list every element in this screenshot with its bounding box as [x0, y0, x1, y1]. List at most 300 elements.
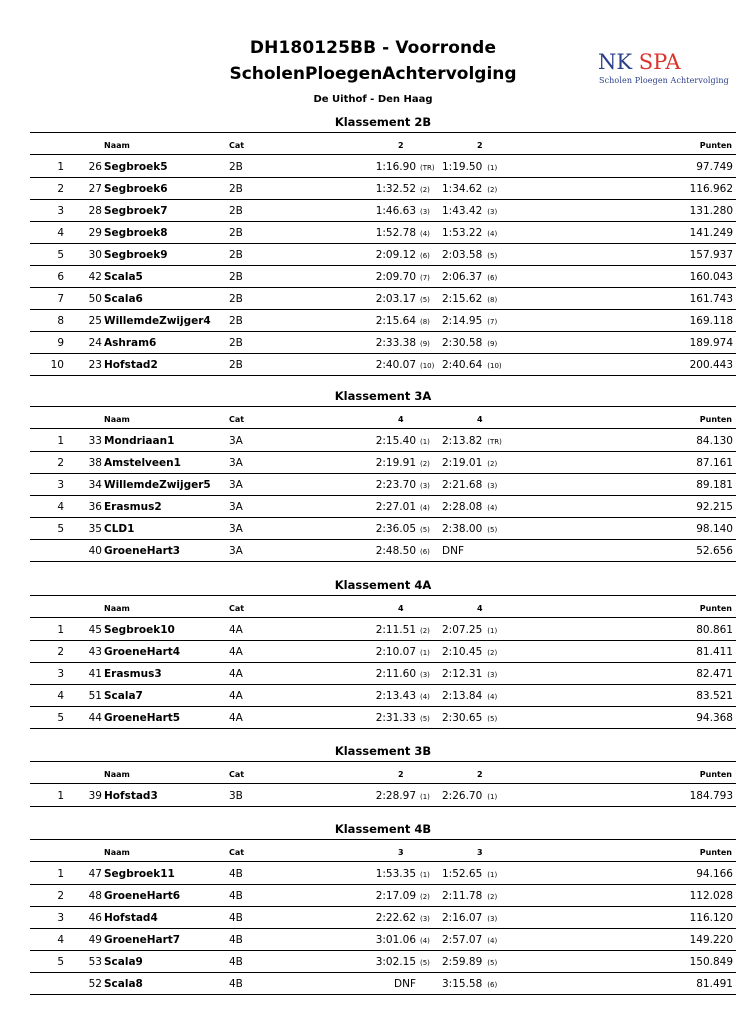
col-cat: Cat	[229, 770, 245, 779]
time2-value: 2:10.45	[442, 646, 483, 658]
col-round1: 2	[398, 770, 404, 779]
time2-value: 2:06.37	[442, 271, 483, 283]
section-title: Klassement 4A	[334, 578, 432, 592]
table-row	[30, 641, 736, 663]
time2-cell	[442, 156, 522, 179]
points-cell: 81.411	[696, 646, 733, 658]
team-name-cell: WillemdeZwijger5	[104, 479, 211, 491]
time2-cell	[442, 685, 522, 708]
time1-place: (5)	[420, 715, 430, 723]
section-divider	[30, 839, 736, 840]
time2-place: (3)	[487, 482, 498, 490]
team-name-cell: Scala7	[104, 690, 143, 702]
time1-value: 1:32.52	[375, 183, 416, 195]
col-punten: Punten	[699, 141, 732, 150]
time2-cell	[442, 907, 522, 930]
time1-value: 2:19.91	[375, 457, 416, 469]
time1-cell	[290, 452, 450, 475]
time2-cell	[442, 288, 522, 311]
time2-place: (1)	[487, 164, 498, 172]
time2-place: (3)	[487, 915, 498, 923]
team-name-cell: Segbroek11	[104, 868, 175, 880]
table-row	[30, 907, 736, 929]
points-cell: 94.166	[696, 868, 733, 880]
time2-place: (TR)	[487, 438, 502, 446]
time2-value: 1:43.42	[442, 205, 483, 217]
section-title: Klassement 3A	[334, 389, 432, 403]
table-row	[30, 619, 736, 641]
team-name-cell: Scala5	[104, 271, 143, 283]
rank-cell: 5	[57, 712, 64, 724]
team-number-cell: 29	[88, 227, 102, 239]
header-divider	[30, 428, 736, 429]
category-cell: 4B	[229, 890, 243, 902]
team-name-cell: Erasmus3	[104, 668, 162, 680]
results-section	[30, 575, 736, 739]
team-number-cell: 42	[88, 271, 102, 283]
rank-cell: 3	[57, 205, 64, 217]
rank-cell: 6	[57, 271, 64, 283]
time2-cell	[442, 707, 522, 730]
table-row	[30, 518, 736, 540]
table-row	[30, 332, 736, 354]
team-name-cell: Hofstad4	[104, 912, 158, 924]
time1-value: 2:10.07	[375, 646, 416, 658]
time2-cell	[442, 929, 522, 952]
col-punten: Punten	[699, 770, 732, 779]
category-cell: 2B	[229, 183, 243, 195]
team-number-cell: 38	[88, 457, 102, 469]
time2-value: 1:52.65	[442, 868, 483, 880]
points-cell: 81.491	[696, 978, 733, 990]
col-cat: Cat	[229, 848, 245, 857]
time2-cell	[442, 641, 522, 664]
time1-place: (6)	[420, 252, 430, 260]
time1-cell	[290, 244, 450, 267]
time2-cell	[442, 619, 522, 642]
nk-spa-logo	[598, 50, 738, 90]
category-cell: 4A	[229, 690, 243, 702]
time1-place: (4)	[420, 693, 430, 701]
team-name-cell: Scala6	[104, 293, 143, 305]
time2-place: (3)	[487, 208, 498, 216]
time2-value: 2:26.70	[442, 790, 483, 802]
category-cell: 2B	[229, 249, 243, 261]
time1-cell	[290, 518, 450, 541]
team-number-cell: 28	[88, 205, 102, 217]
col-round2: 3	[477, 848, 483, 857]
team-number-cell: 39	[88, 790, 102, 802]
time1-cell	[290, 474, 450, 497]
team-number-cell: 43	[88, 646, 102, 658]
category-cell: 3A	[229, 501, 243, 513]
results-section	[30, 741, 736, 817]
time2-cell	[442, 354, 522, 377]
points-cell: 150.849	[689, 956, 733, 968]
time2-place: (4)	[487, 693, 498, 701]
team-name-cell: Segbroek9	[104, 249, 168, 261]
points-cell: 169.118	[689, 315, 733, 327]
time1-value: 1:16.90	[375, 161, 416, 173]
time2-place: (8)	[487, 296, 498, 304]
rank-cell: 2	[57, 457, 64, 469]
points-cell: 116.120	[689, 912, 733, 924]
header-divider	[30, 154, 736, 155]
time1-cell	[290, 707, 450, 730]
page-title: DH180125BB - Voorronde	[249, 38, 497, 58]
col-naam: Naam	[104, 141, 130, 150]
points-cell: 89.181	[696, 479, 733, 491]
team-number-cell: 44	[88, 712, 102, 724]
row-divider	[30, 728, 736, 729]
section-divider	[30, 761, 736, 762]
team-number-cell: 52	[88, 978, 102, 990]
rank-cell: 3	[57, 668, 64, 680]
time1-place: (1)	[420, 793, 430, 801]
rank-cell: 4	[57, 501, 64, 513]
time2-place: (1)	[487, 871, 498, 879]
time2-value: 2:13.82	[442, 435, 483, 447]
category-cell: 3A	[229, 435, 243, 447]
time1-value: 1:53.35	[375, 868, 416, 880]
points-cell: 92.215	[696, 501, 733, 513]
time1-value: 2:27.01	[375, 501, 416, 513]
time1-place: (9)	[420, 340, 430, 348]
time2-place: (3)	[487, 671, 498, 679]
category-cell: 2B	[229, 293, 243, 305]
col-cat: Cat	[229, 141, 245, 150]
category-cell: 2B	[229, 205, 243, 217]
time1-cell	[290, 354, 450, 377]
col-cat: Cat	[229, 415, 245, 424]
time1-place: (2)	[420, 186, 430, 194]
points-cell: 160.043	[689, 271, 733, 283]
team-number-cell: 45	[88, 624, 102, 636]
time2-place	[464, 548, 469, 556]
category-cell: 3B	[229, 790, 243, 802]
team-number-cell: 24	[88, 337, 102, 349]
rank-cell: 1	[57, 624, 64, 636]
team-number-cell: 48	[88, 890, 102, 902]
rank-cell: 2	[57, 183, 64, 195]
time2-cell	[442, 540, 522, 563]
points-cell: 94.368	[696, 712, 733, 724]
time1-cell	[290, 200, 450, 223]
rank-cell: 1	[57, 790, 64, 802]
time1-place: (5)	[420, 959, 430, 967]
table-row	[30, 785, 736, 807]
time1-value: DNF	[394, 978, 416, 990]
time1-cell	[290, 332, 450, 355]
time2-place: (1)	[487, 627, 498, 635]
points-cell: 52.656	[696, 545, 733, 557]
time1-value: 2:31.33	[375, 712, 416, 724]
time2-cell	[442, 222, 522, 245]
time1-cell	[290, 178, 450, 201]
time2-value: 2:57.07	[442, 934, 483, 946]
team-name-cell: WillemdeZwijger4	[104, 315, 211, 327]
points-cell: 84.130	[696, 435, 733, 447]
time2-place: (7)	[487, 318, 498, 326]
col-naam: Naam	[104, 770, 130, 779]
category-cell: 2B	[229, 227, 243, 239]
time1-place: (2)	[420, 893, 430, 901]
col-naam: Naam	[104, 415, 130, 424]
page-subtitle: ScholenPloegenAchtervolging	[229, 64, 517, 84]
time1-value: 2:09.12	[375, 249, 416, 261]
header-divider	[30, 861, 736, 862]
time2-cell	[442, 452, 522, 475]
time2-value: 1:34.62	[442, 183, 483, 195]
time2-value: 2:15.62	[442, 293, 483, 305]
time2-cell	[442, 973, 522, 996]
rank-cell: 10	[50, 359, 64, 371]
table-row	[30, 707, 736, 729]
rank-cell: 3	[57, 479, 64, 491]
category-cell: 4A	[229, 624, 243, 636]
time2-cell	[442, 332, 522, 355]
time1-value: 2:15.40	[375, 435, 416, 447]
time2-place: (4)	[487, 504, 498, 512]
time1-cell	[290, 430, 450, 453]
time2-value: 2:03.58	[442, 249, 483, 261]
section-title: Klassement 4B	[334, 822, 432, 836]
col-round1: 4	[398, 604, 404, 613]
table-row	[30, 244, 736, 266]
rank-cell: 2	[57, 890, 64, 902]
time2-cell	[442, 863, 522, 886]
time2-value: 2:16.07	[442, 912, 483, 924]
team-number-cell: 41	[88, 668, 102, 680]
time2-place: (5)	[487, 252, 498, 260]
table-row	[30, 310, 736, 332]
table-row	[30, 222, 736, 244]
time1-place: (4)	[420, 504, 430, 512]
team-number-cell: 47	[88, 868, 102, 880]
time2-cell	[442, 951, 522, 974]
points-cell: 149.220	[689, 934, 733, 946]
time2-value: 3:15.58	[442, 978, 483, 990]
time1-value: 3:02.15	[375, 956, 416, 968]
time1-place: (5)	[420, 526, 430, 534]
col-naam: Naam	[104, 604, 130, 613]
team-number-cell: 25	[88, 315, 102, 327]
time2-cell	[442, 518, 522, 541]
time2-value: 2:07.25	[442, 624, 483, 636]
time1-value: 2:11.60	[375, 668, 416, 680]
time2-place: (1)	[487, 793, 498, 801]
logo-nk: NK	[598, 50, 633, 74]
time2-value: 2:30.65	[442, 712, 483, 724]
row-divider	[30, 375, 736, 376]
time2-place: (2)	[487, 460, 498, 468]
points-cell: 189.974	[689, 337, 733, 349]
row-divider	[30, 561, 736, 562]
time1-cell	[290, 785, 450, 808]
time2-place: (2)	[487, 649, 498, 657]
time1-value: 1:46.63	[375, 205, 416, 217]
time1-cell	[290, 266, 450, 289]
time1-cell	[290, 929, 450, 952]
category-cell: 4B	[229, 956, 243, 968]
team-name-cell: Mondriaan1	[104, 435, 175, 447]
time1-place: (1)	[420, 871, 430, 879]
time1-cell	[290, 310, 450, 333]
time1-place: (3)	[420, 208, 430, 216]
table-row	[30, 540, 736, 562]
header-divider	[30, 617, 736, 618]
rank-cell: 1	[57, 161, 64, 173]
team-name-cell: GroeneHart3	[104, 545, 181, 557]
team-name-cell: GroeneHart6	[104, 890, 181, 902]
time2-value: 2:14.95	[442, 315, 483, 327]
time2-cell	[442, 663, 522, 686]
table-row	[30, 354, 736, 376]
team-name-cell: Segbroek6	[104, 183, 168, 195]
time2-cell	[442, 244, 522, 267]
points-cell: 87.161	[696, 457, 733, 469]
time1-cell	[290, 973, 450, 995]
section-divider	[30, 595, 736, 596]
points-cell: 80.861	[696, 624, 733, 636]
time1-place: (4)	[420, 230, 430, 238]
time2-value: 2:19.01	[442, 457, 483, 469]
column-header	[30, 138, 736, 154]
col-cat: Cat	[229, 604, 245, 613]
section-divider	[30, 406, 736, 407]
points-cell: 161.743	[689, 293, 733, 305]
time1-place: (7)	[420, 274, 430, 282]
team-name-cell: Scala9	[104, 956, 143, 968]
col-round1: 4	[398, 415, 404, 424]
category-cell: 4B	[229, 934, 243, 946]
time2-value: 1:53.22	[442, 227, 483, 239]
points-cell: 131.280	[689, 205, 733, 217]
time1-place: (8)	[420, 318, 430, 326]
time1-place: (4)	[420, 937, 430, 945]
team-name-cell: CLD1	[104, 523, 135, 535]
venue-label: De Uithof - Den Haag	[313, 94, 433, 105]
time1-cell	[290, 496, 450, 519]
points-cell: 112.028	[689, 890, 733, 902]
time2-value: 2:13.84	[442, 690, 483, 702]
time1-value: 2:23.70	[375, 479, 416, 491]
time2-cell	[442, 310, 522, 333]
team-number-cell: 27	[88, 183, 102, 195]
time1-value: 2:09.70	[375, 271, 416, 283]
col-round1: 3	[398, 848, 404, 857]
header-divider	[30, 783, 736, 784]
time1-value: 2:40.07	[375, 359, 416, 371]
time2-value: DNF	[442, 545, 464, 557]
col-round1: 2	[398, 141, 404, 150]
team-name-cell: Segbroek8	[104, 227, 168, 239]
time1-place: (TR)	[420, 164, 435, 172]
category-cell: 2B	[229, 337, 243, 349]
time1-value: 2:22.62	[375, 912, 416, 924]
time2-value: 2:59.89	[442, 956, 483, 968]
time2-place: (10)	[487, 362, 502, 370]
team-number-cell: 51	[88, 690, 102, 702]
time1-cell	[290, 156, 450, 179]
time1-value: 2:28.97	[375, 790, 416, 802]
time1-value: 1:52.78	[375, 227, 416, 239]
points-cell: 141.249	[689, 227, 733, 239]
time1-cell	[290, 907, 450, 930]
col-round2: 4	[477, 415, 483, 424]
points-cell: 116.962	[689, 183, 733, 195]
table-row	[30, 885, 736, 907]
time1-place: (10)	[420, 362, 435, 370]
time1-place: (3)	[420, 482, 430, 490]
row-divider	[30, 806, 736, 807]
rank-cell: 7	[57, 293, 64, 305]
category-cell: 3A	[229, 457, 243, 469]
time2-place: (6)	[487, 274, 498, 282]
column-header	[30, 412, 736, 428]
table-row	[30, 178, 736, 200]
time2-place: (6)	[487, 981, 498, 989]
time1-value: 2:33.38	[375, 337, 416, 349]
category-cell: 2B	[229, 271, 243, 283]
time2-cell	[442, 430, 522, 453]
rank-cell: 4	[57, 227, 64, 239]
time1-cell	[290, 885, 450, 908]
rank-cell: 5	[57, 249, 64, 261]
team-number-cell: 53	[88, 956, 102, 968]
col-round2: 2	[477, 770, 483, 779]
time2-cell	[442, 885, 522, 908]
team-name-cell: Erasmus2	[104, 501, 162, 513]
col-naam: Naam	[104, 848, 130, 857]
category-cell: 2B	[229, 359, 243, 371]
table-row	[30, 266, 736, 288]
time2-value: 2:40.64	[442, 359, 483, 371]
rank-cell: 1	[57, 868, 64, 880]
time1-value: 2:17.09	[375, 890, 416, 902]
category-cell: 3A	[229, 545, 243, 557]
points-cell: 82.471	[696, 668, 733, 680]
time1-value: 2:15.64	[375, 315, 416, 327]
time1-place: (5)	[420, 296, 430, 304]
time1-place: (6)	[420, 548, 430, 556]
team-name-cell: GroeneHart5	[104, 712, 181, 724]
time2-cell	[442, 178, 522, 201]
time2-value: 1:19.50	[442, 161, 483, 173]
rank-cell: 3	[57, 912, 64, 924]
time2-cell	[442, 474, 522, 497]
team-number-cell: 26	[88, 161, 102, 173]
team-name-cell: Segbroek5	[104, 161, 168, 173]
time2-place: (9)	[487, 340, 498, 348]
time1-place: (2)	[420, 460, 430, 468]
time1-place: (2)	[420, 627, 430, 635]
rank-cell: 5	[57, 523, 64, 535]
time1-cell	[290, 222, 450, 245]
team-name-cell: Amstelveen1	[104, 457, 181, 469]
rank-cell: 9	[57, 337, 64, 349]
rank-cell: 1	[57, 435, 64, 447]
table-row	[30, 156, 736, 178]
team-number-cell: 46	[88, 912, 102, 924]
time1-cell	[290, 540, 450, 563]
time2-place: (5)	[487, 526, 498, 534]
time1-value: 2:36.05	[375, 523, 416, 535]
points-cell: 83.521	[696, 690, 733, 702]
points-cell: 184.793	[689, 790, 733, 802]
time1-value: 2:48.50	[375, 545, 416, 557]
team-number-cell: 36	[88, 501, 102, 513]
